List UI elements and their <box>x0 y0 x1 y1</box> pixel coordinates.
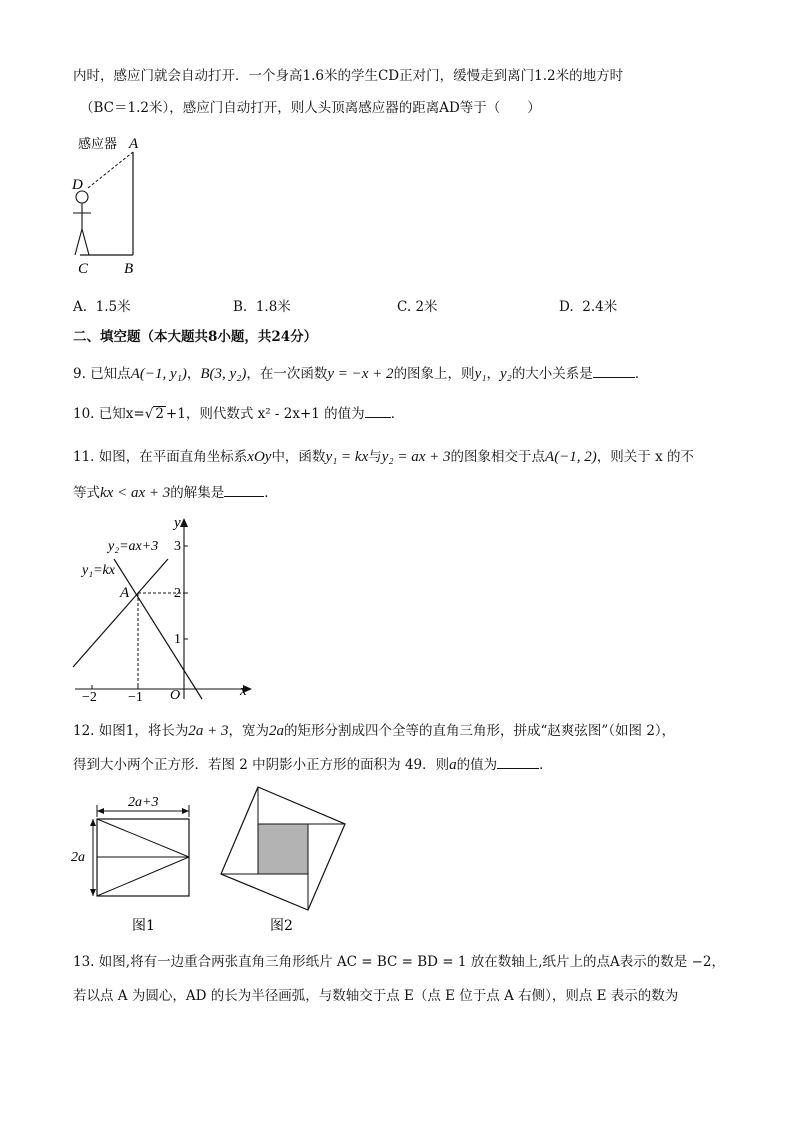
q12-fig1-top-arrow-right <box>182 808 189 814</box>
q8-text-line1: 内时，感应门就会自动打开．一个身高1.6米的学生CD正对门，缓慢走到离门1.2米的地方时 <box>73 68 624 84</box>
q11-y-axis-label: y <box>174 515 181 531</box>
q13-text-1: 如图,将有一边重合两张直角三角形纸片 AC = BC = BD = 1 放在数轴上,纸片上的点A表示的数是 −2， <box>98 954 725 970</box>
q11-number: 11. <box>73 449 95 465</box>
q10 <box>73 403 404 424</box>
q10-end: ． <box>390 406 405 422</box>
q11-origin-label: O <box>170 688 181 703</box>
q12-line1 <box>73 721 675 741</box>
q12-text-3: 的矩形分割成四个全等的直角三角形，拼成“赵爽弦图”（如图 2）， <box>284 723 676 739</box>
q12-fig1-top-arrow-left <box>97 808 104 814</box>
q8-dashed-DA <box>88 152 133 188</box>
q8-option-c-label: C. <box>397 299 412 315</box>
q11-text-7: 的解集是 <box>170 485 225 501</box>
q11-line-y2 <box>114 559 202 699</box>
q11-text-4: 的图象相交于点 <box>450 449 546 465</box>
q9-comma: ， <box>486 366 500 382</box>
q8-label-B: B <box>124 261 134 277</box>
q12-fig1-side-arrow-bottom <box>90 889 96 896</box>
q8-option-a-label: A. <box>73 299 88 315</box>
q12-answer-blank[interactable] <box>497 754 539 769</box>
q8-figure <box>70 133 150 279</box>
q8-option-a-text: 1.5米 <box>95 299 131 315</box>
q11-ytick-label-2: 2 <box>174 586 181 601</box>
q8-label-A: A <box>129 136 139 152</box>
q10-text-2: +1，则代数式 x² - 2x+1 的值为 <box>165 406 365 422</box>
q8-option-c <box>397 297 438 317</box>
q11-answer-blank[interactable] <box>224 482 264 497</box>
q11-xtick-label-m1: −1 <box>128 690 143 703</box>
q12-fig1-top-label: 2a+3 <box>128 795 159 810</box>
q9 <box>73 363 648 384</box>
q11-text-5: ，则关于 x 的不 <box>596 449 695 465</box>
q11-text-3: 与 <box>368 449 382 465</box>
q9-text-1: 已知点 <box>90 366 131 382</box>
q11-f2: y₂ = ax + 3 <box>381 449 451 465</box>
q11-f1: y₁ = kx <box>325 449 369 465</box>
q11-y-arrow <box>180 518 188 527</box>
q11-label-y1: y₁=kx <box>82 563 115 578</box>
q11-point-a: A(−1, 2) <box>545 449 597 465</box>
q11-inequality: kx < ax + 3 <box>100 485 171 501</box>
q12-fig2-shaded-square <box>258 824 308 874</box>
q13-line1 <box>73 952 725 972</box>
q9-text-4: 的大小关系是 <box>511 366 593 382</box>
q12-fig1-caption: 图1 <box>132 918 155 934</box>
q10-answer-blank[interactable] <box>365 403 391 418</box>
q9-point-a: A(−1, y₁) <box>130 366 187 382</box>
q9-answer-blank[interactable] <box>593 363 635 378</box>
q9-end: ． <box>634 366 649 382</box>
q12-text-1: 如图1，将长为 <box>98 723 189 739</box>
q12-fig1-diag-top <box>97 819 189 857</box>
q8-option-b-label: B. <box>233 299 248 315</box>
q12-fig1-diag-bottom <box>97 857 189 896</box>
q9-point-b: B(3, y₂) <box>200 366 247 382</box>
q11-text-2: 中，函数 <box>271 449 326 465</box>
q10-text-1: 已知x= <box>98 406 145 422</box>
q8-option-a <box>73 297 131 317</box>
q8-option-d <box>559 297 617 317</box>
q12-text-2: ，宽为 <box>228 723 269 739</box>
q12-width: 2a <box>269 723 284 739</box>
q10-number: 10. <box>73 406 95 422</box>
q12-fig2-caption: 图2 <box>270 918 293 934</box>
q9-y2: y₂ <box>499 366 512 382</box>
q9-text-3: 的图象上，则 <box>393 366 475 382</box>
q8-text-line2: （BC＝1.2米），感应门自动打开，则人头顶离感应器的距离AD等于（ ） <box>80 100 541 116</box>
q8-option-d-text: 2.4米 <box>582 299 618 315</box>
q12-number: 12. <box>73 723 95 739</box>
q11-xoy: xOy <box>247 449 272 465</box>
q11-graph <box>70 513 255 703</box>
q13-number: 13. <box>73 954 95 970</box>
q11-line2 <box>73 482 278 503</box>
q12-figure1 <box>68 788 198 938</box>
q9-number: 9. <box>73 366 86 382</box>
section2-heading: 二、填空题（本大题共8小题，共24分） <box>73 329 318 345</box>
q11-xtick-label-m2: −2 <box>82 690 97 703</box>
q9-text-2: ，在一次函数 <box>246 366 328 382</box>
q11-x-axis-label: x <box>240 683 247 699</box>
q8-label-C: C <box>78 261 89 277</box>
q12-fig1-side-arrow-top <box>90 819 96 826</box>
q12-line2 <box>73 754 553 775</box>
q11-ytick-label-1: 1 <box>174 632 181 647</box>
q10-radicand: 2 <box>155 406 164 422</box>
q12-text-5: 的值为 <box>456 757 498 773</box>
q11-line1 <box>73 447 694 467</box>
q9-sep: ， <box>186 366 201 382</box>
q11-label-y2: y₂=ax+3 <box>108 539 159 554</box>
q11-end: ． <box>264 485 278 501</box>
q8-option-d-label: D. <box>559 299 574 315</box>
q8-label-sensor: 感应器 <box>78 137 118 152</box>
q12-end: ． <box>539 757 553 773</box>
q8-option-c-text: 2米 <box>415 299 438 315</box>
q8-person-leg-right <box>82 229 89 255</box>
q8-option-b-text: 1.8米 <box>255 299 291 315</box>
q9-function: y = −x + 2 <box>327 366 394 382</box>
q12-fig1-side-label: 2a <box>71 850 85 865</box>
q12-var-a: a <box>449 757 457 773</box>
q12-figure2 <box>212 783 352 938</box>
q13-line2: 若以点 A 为圆心，AD 的长为半径画弧，与数轴交于点 E（点 E 位于点 A 右侧），则点 E 表示的数为 <box>73 988 679 1004</box>
q11-point-label-a: A <box>120 585 130 601</box>
q9-y1: y₁ <box>474 366 487 382</box>
q8-person-leg-left <box>75 229 82 255</box>
q8-option-b <box>233 297 291 317</box>
q8-label-D: D <box>72 177 83 193</box>
q10-sqrt-sign: √ <box>144 406 154 422</box>
q12-length: 2a + 3 <box>188 723 229 739</box>
q11-text-1: 如图，在平面直角坐标系 <box>98 449 248 465</box>
q11-text-6: 等式 <box>73 485 100 501</box>
q12-text-4: 得到大小两个正方形．若图 2 中阴影小正方形的面积为 49．则 <box>73 757 450 773</box>
q11-ytick-label-3: 3 <box>174 539 181 554</box>
